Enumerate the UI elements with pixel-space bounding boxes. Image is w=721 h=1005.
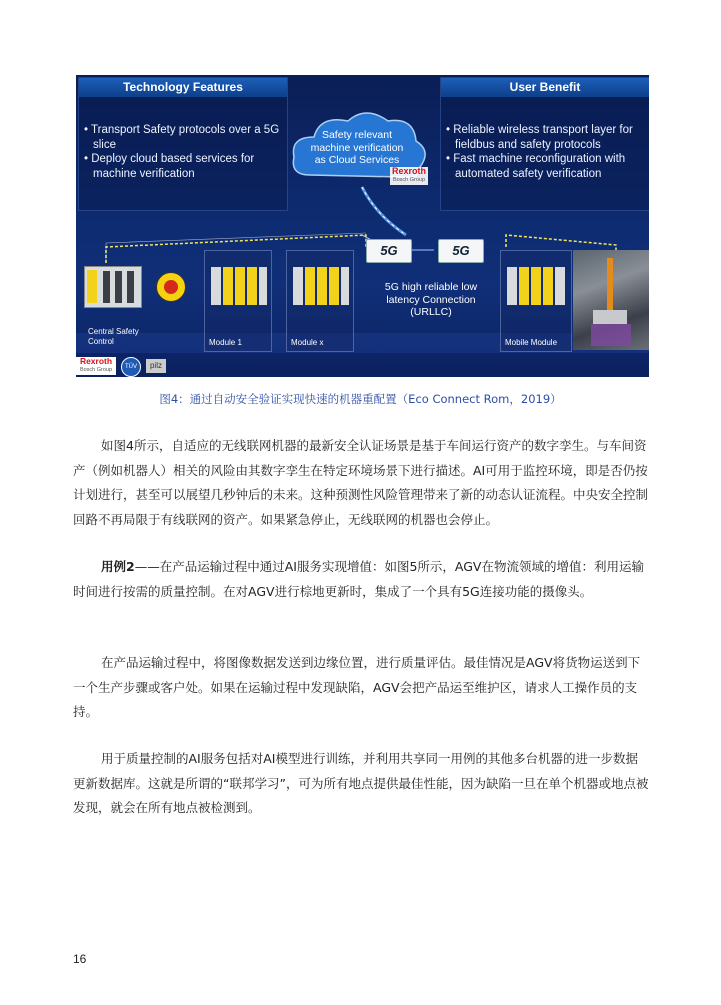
user-benefit-panel: [440, 77, 649, 211]
use-case-label: 用例2: [101, 559, 135, 574]
module-1: [204, 250, 272, 352]
paragraph-2-text: ——在产品运输过程中通过AI服务实现增值：如图5所示，AGV在物流领域的增值：利用运输时间进行按需的质量控制。在对AGV进行棕地更新时，集成了一个具有5G连接功能的摄像头。: [73, 559, 644, 599]
rexroth-logo: [390, 167, 428, 185]
figure-caption: 图4：通过自动安全验证实现快速的机器重配置（Eco Connect Rom，2019）: [159, 392, 562, 406]
module-1-label: Module 1: [209, 338, 242, 347]
list-item: • Transport Safety protocols over a 5G slice: [93, 123, 287, 152]
io-module-icon: [205, 263, 271, 313]
paragraph-2: [73, 555, 649, 604]
rexroth-logo-sub: Bosch Group: [392, 177, 426, 183]
module-x-label: Module x: [291, 338, 324, 347]
rexroth-logo-name: Rexroth: [391, 166, 426, 176]
5g-badge: 5G: [438, 239, 484, 263]
list-item: • Deploy cloud based services for machine verification: [93, 152, 287, 181]
central-label-line-1: Central Safety: [88, 327, 139, 336]
io-module-icon: [287, 263, 353, 313]
user-benefit-list: [441, 123, 649, 181]
robot-photo: [573, 250, 649, 350]
5g-badge: 5G: [366, 239, 412, 263]
paragraph-3-text: 在产品运输过程中，将图像数据发送到边缘位置，进行质量评估。最佳情况是AGV将货物运送到下一个生产步骤或客户处。如果在运输过程中发现缺陷，AGV会把产品运至维护区，请求人工操作员的支持。: [73, 655, 641, 719]
user-benefit-title: User Benefit: [441, 78, 649, 97]
paragraph-4-text: 用于质量控制的AI服务包括对AI模型进行训练，并利用共享同一用例的其他多台机器的进一步数据更新数据库。这就是所谓的“联邦学习”，可为所有地点提供最佳性能，因为缺陷一旦在单个机器或地点被发现，就会在所有地点被检测到。: [73, 751, 649, 815]
page-number: 16: [73, 952, 87, 966]
central-label-line-2: Control: [88, 337, 114, 346]
mobile-module: [500, 250, 572, 352]
module-x: [286, 250, 354, 352]
list-item: • Fast machine reconfiguration with automated safety verification: [455, 152, 649, 181]
paragraph-1-text: 如图4所示，自适应的无线联网机器的最新安全认证场景是基于车间运行资产的数字孪生。与车间资产（例如机器人）相关的风险由其数字孪生在特定环境场景下进行描述。AI可用于监控环境，即是否仍按计划进行，甚至可以展望几秒钟后的未来。这种预测性风险管理带来了新的动态认证流程。中央安全控制回路不再局限于有线联网的资产。如果紧急停止，无线联网的机器也会停止。: [73, 438, 649, 527]
urllc-label: 5G high reliable low latency Connection (URLLC): [384, 281, 478, 318]
emergency-stop-icon: [156, 272, 186, 302]
rexroth-logo-sub: Bosch Group: [79, 367, 113, 373]
paragraph-3: [73, 651, 649, 725]
rexroth-logo-name: Rexroth: [79, 356, 113, 366]
plc-device-icon: [84, 266, 142, 308]
paragraph-4: [73, 747, 649, 821]
technology-features-panel: [78, 77, 288, 211]
cloud-label: Safety relevant machine verification as Cloud Services: [310, 129, 404, 166]
figure-image: [76, 75, 649, 377]
paragraph-1: [73, 434, 649, 532]
technology-features-title: Technology Features: [79, 78, 287, 97]
robot-arm-icon: [573, 250, 649, 350]
tuv-logo: TÜV: [121, 357, 141, 377]
mobile-module-label: Mobile Module: [505, 338, 558, 347]
list-item: • Reliable wireless transport layer for fieldbus and safety protocols: [455, 123, 649, 152]
technology-features-list: [79, 123, 287, 181]
central-safety-control-label: [88, 327, 139, 347]
pilz-logo: pilz: [146, 359, 166, 373]
io-module-icon: [501, 263, 571, 313]
rexroth-logo: [76, 357, 116, 375]
